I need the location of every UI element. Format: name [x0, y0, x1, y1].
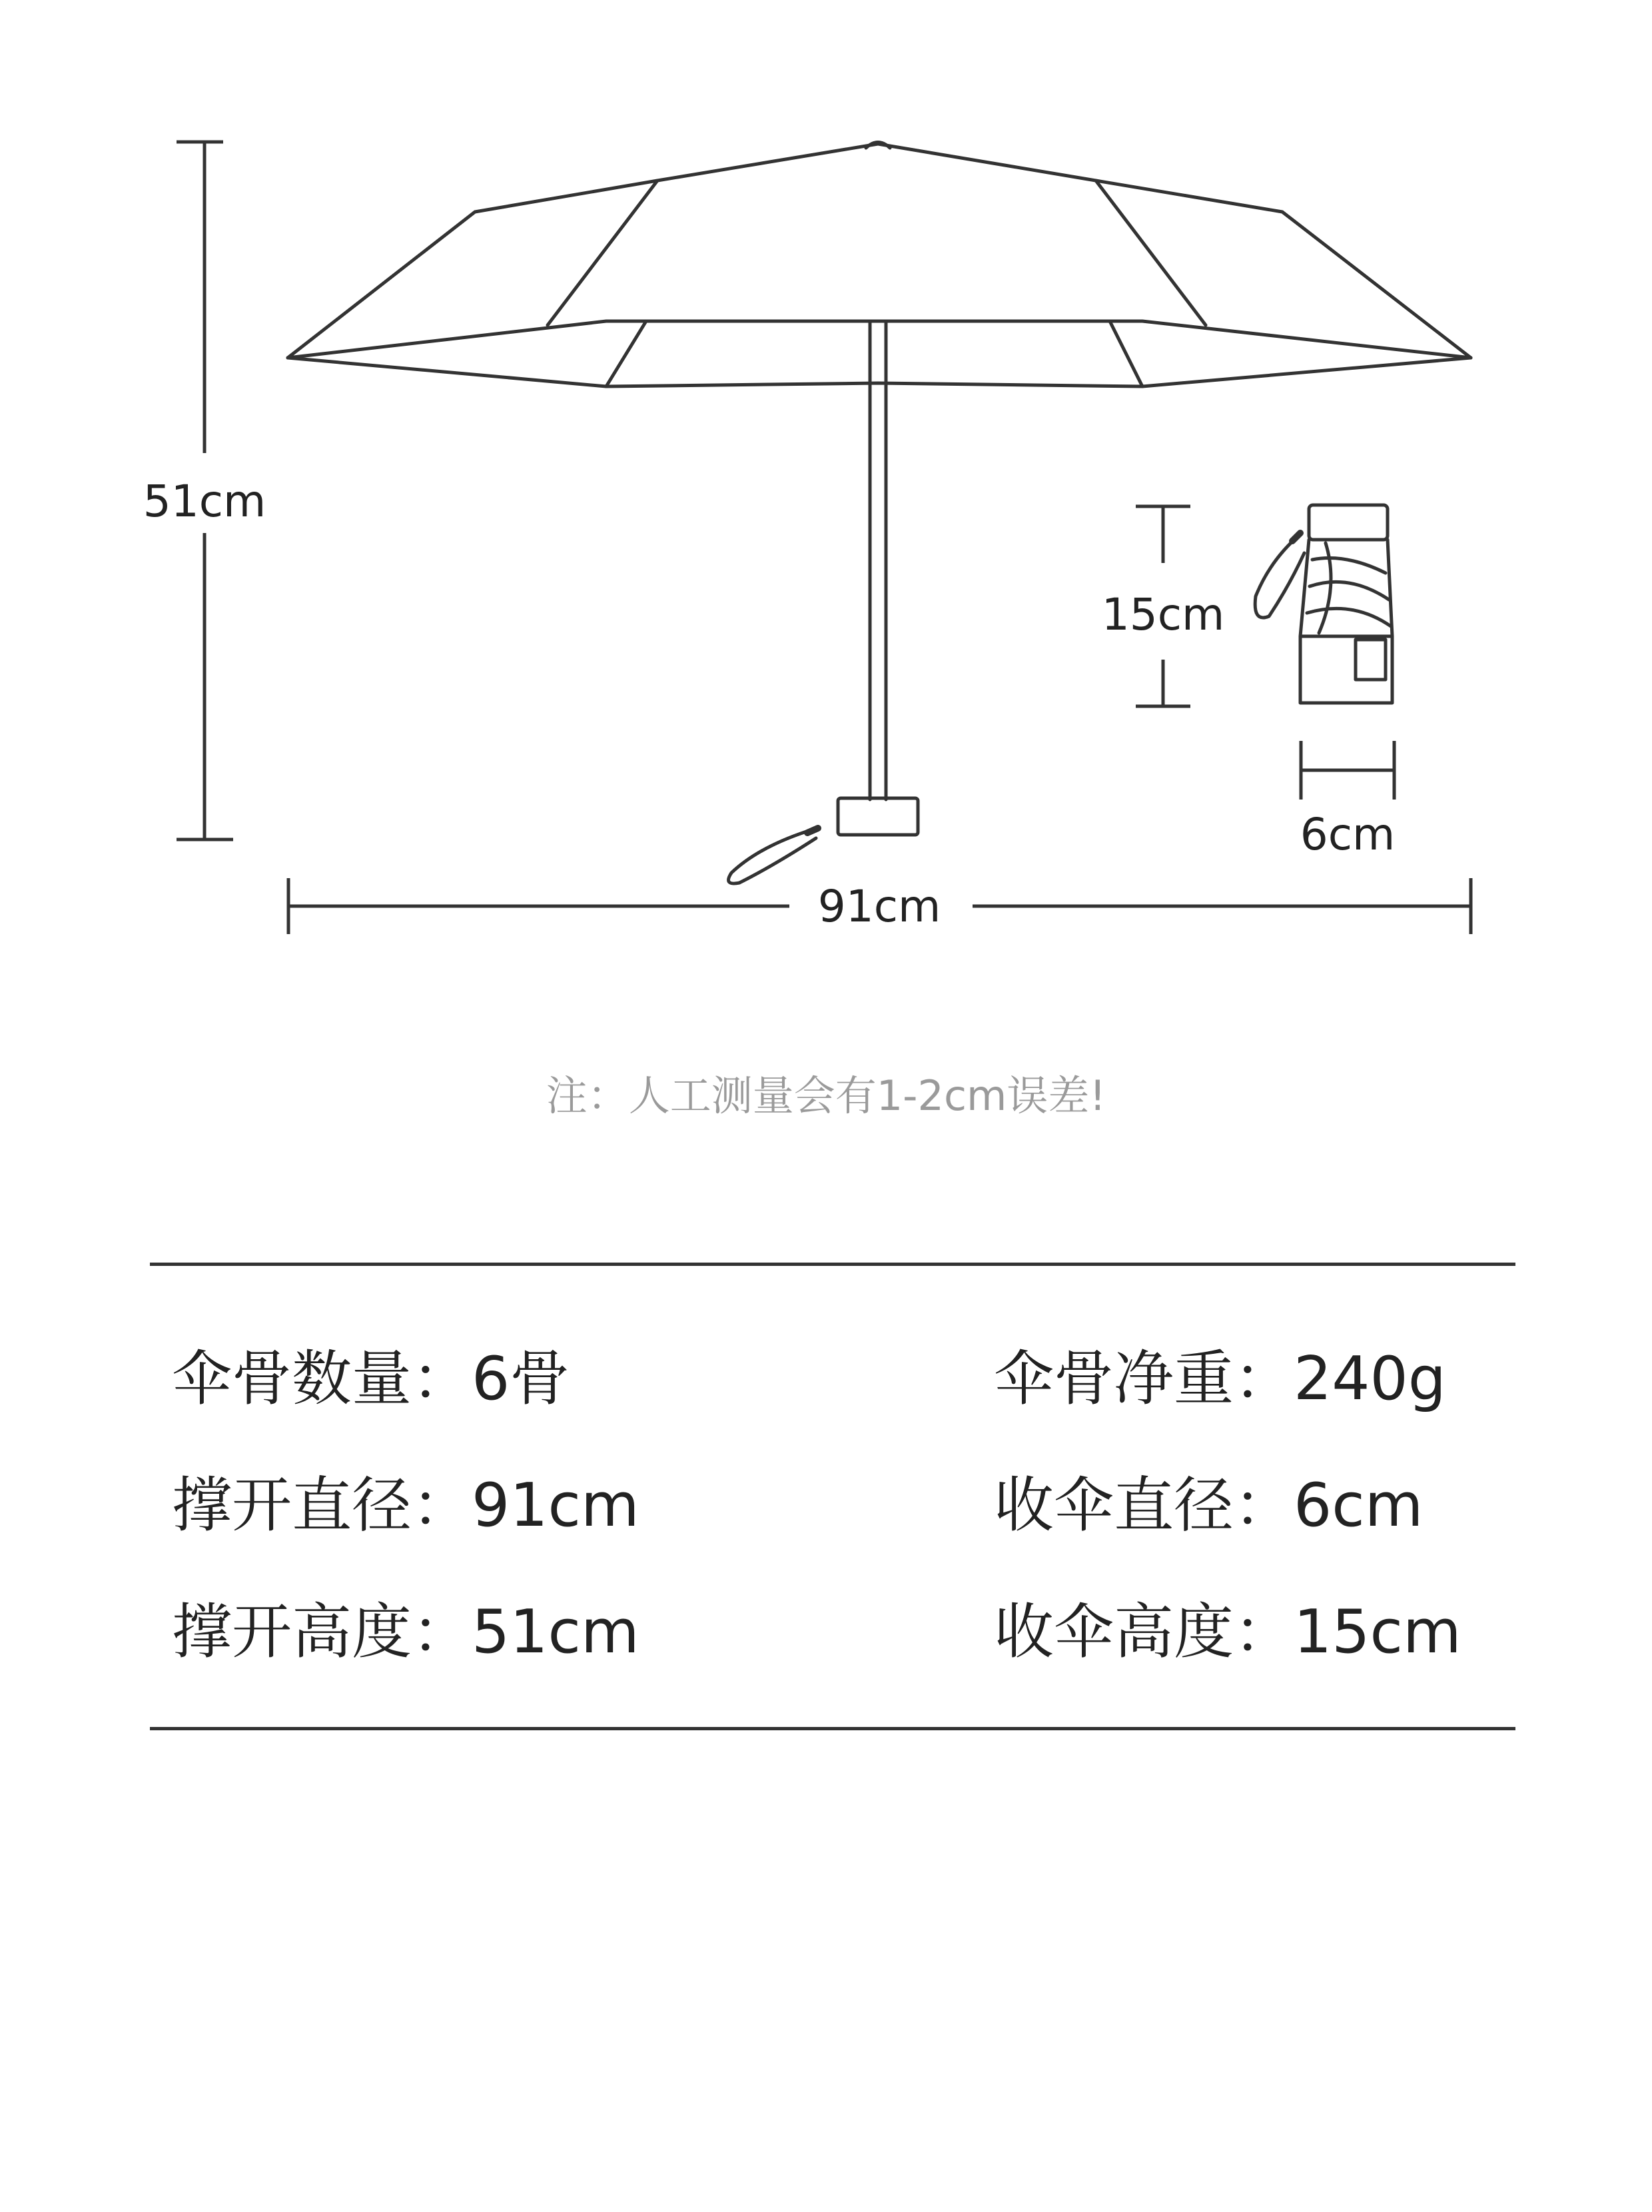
measurement-note: 注：人工测量会有1-2cm误差! — [546, 1071, 1106, 1120]
canopy-rib — [1096, 181, 1206, 325]
closed-umbrella-body — [1300, 540, 1392, 636]
spec-value: 51cm — [472, 1597, 639, 1667]
canopy-rib — [548, 181, 657, 325]
closed-umbrella-cap — [1309, 505, 1388, 540]
spec-value: 6骨 — [472, 1344, 570, 1414]
open-diameter-label: 91cm — [817, 881, 941, 932]
canopy-front-edge — [288, 358, 1471, 386]
canopy-rib — [1110, 321, 1142, 386]
closed-umbrella-fold — [1312, 558, 1386, 574]
spec-net-weight — [994, 1343, 1446, 1416]
divider-top — [150, 1263, 1515, 1266]
spec-label: 收伞直径： — [994, 1470, 1294, 1540]
closed-diameter-dimension — [1301, 741, 1394, 800]
spec-value: 15cm — [1294, 1597, 1461, 1667]
canopy-top-outline — [288, 144, 1471, 358]
umbrella-handle — [838, 798, 918, 835]
divider-bottom — [150, 1727, 1515, 1730]
spec-open-diameter — [172, 1469, 639, 1542]
closed-umbrella-base — [1300, 636, 1392, 703]
closed-diameter-label: 6cm — [1300, 809, 1396, 860]
closed-umbrella-illustration — [1255, 505, 1392, 703]
spec-open-height — [172, 1596, 639, 1669]
canopy-rib — [606, 321, 646, 386]
spec-rib-count — [172, 1343, 570, 1416]
closed-height-label: 15cm — [1101, 589, 1225, 640]
strap-clip — [1292, 533, 1300, 541]
open-height-label: 51cm — [143, 476, 266, 527]
closed-umbrella-strap — [1255, 538, 1304, 618]
closed-umbrella-base-tab — [1356, 640, 1386, 680]
spec-label: 撑开高度： — [172, 1597, 472, 1667]
spec-label: 收伞高度： — [994, 1597, 1294, 1667]
closed-umbrella-fold — [1307, 608, 1391, 626]
closed-umbrella-fold — [1310, 582, 1389, 600]
spec-closed-height — [994, 1596, 1461, 1669]
spec-value: 6cm — [1294, 1470, 1424, 1540]
strap-clip — [807, 828, 818, 833]
spec-label: 伞骨数量： — [172, 1344, 472, 1414]
open-umbrella-illustration — [288, 143, 1471, 884]
spec-label: 伞骨净重： — [994, 1344, 1294, 1414]
spec-closed-diameter — [994, 1469, 1423, 1542]
umbrella-strap — [729, 830, 816, 883]
spec-value: 91cm — [472, 1470, 639, 1540]
canopy-bottom-edge — [288, 321, 1471, 358]
spec-value: 240g — [1294, 1344, 1446, 1414]
spec-label: 撑开直径： — [172, 1470, 472, 1540]
